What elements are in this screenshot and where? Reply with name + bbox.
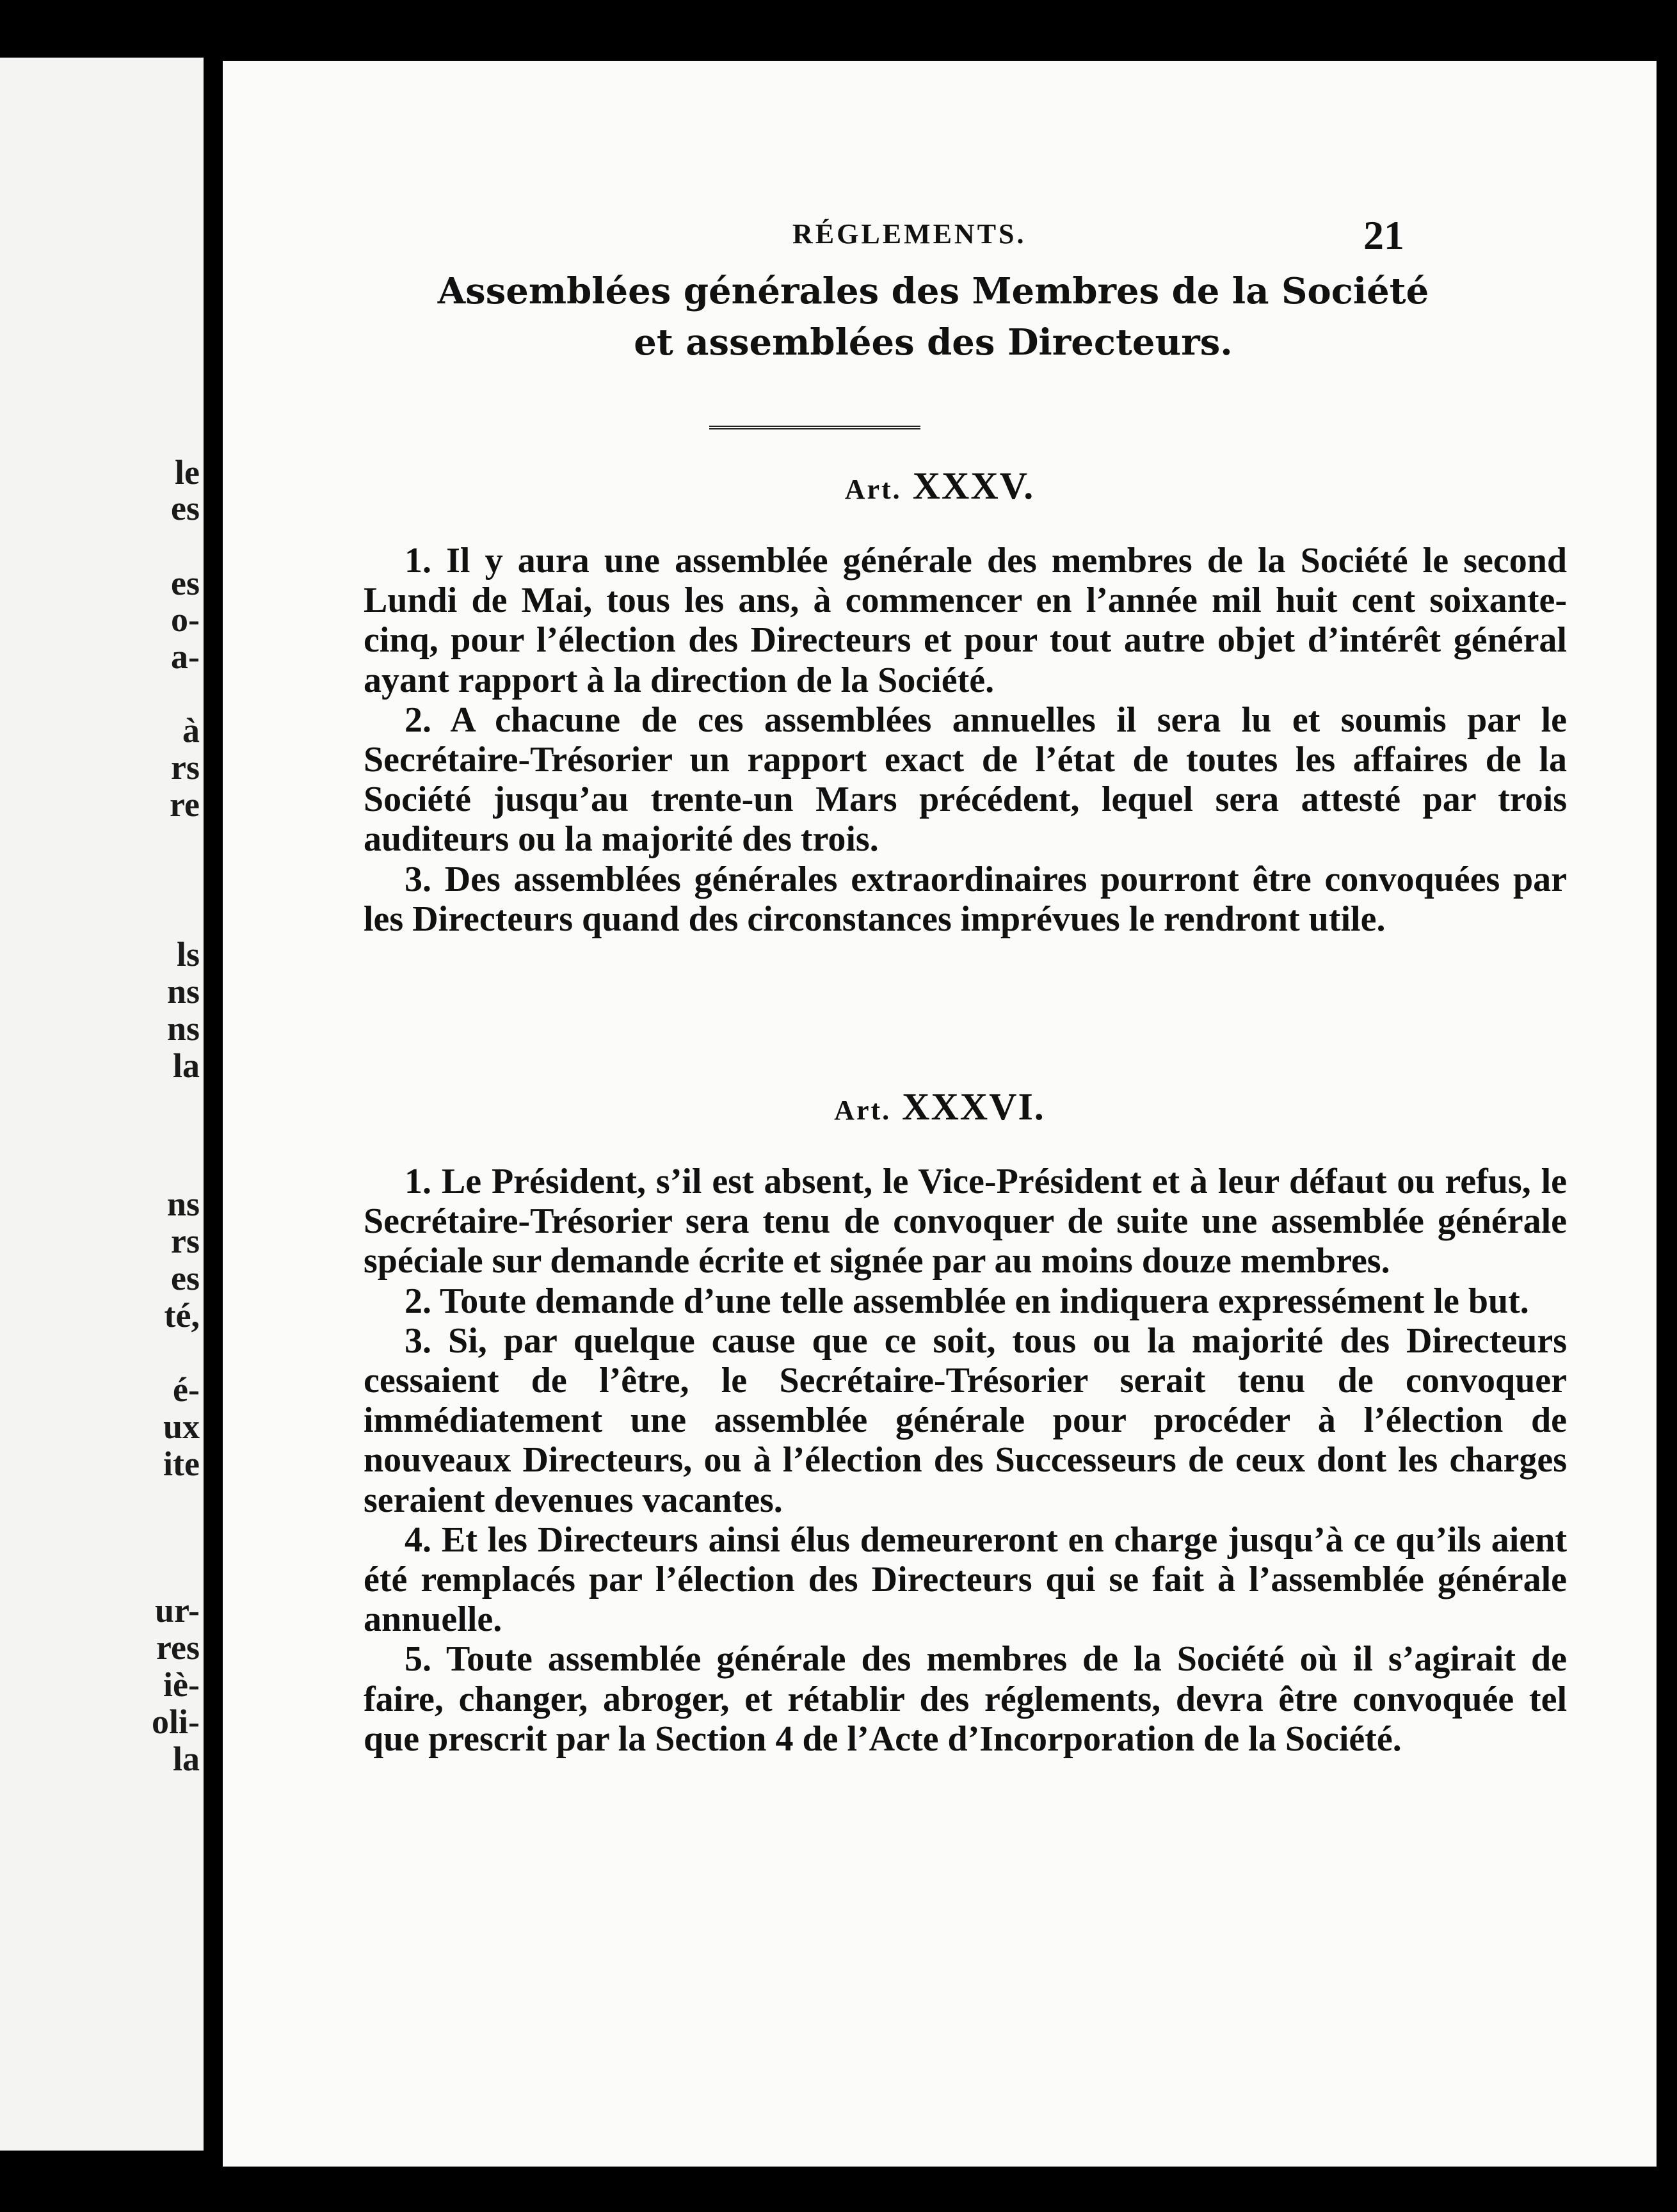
left-page-fragment: à: [182, 711, 200, 749]
article-xxxvi-body: [364, 1162, 1567, 1759]
article-prefix: Art.: [844, 474, 902, 505]
paragraph: 2. Toute demande d’une telle assemblée en indiquera expressément le but.: [405, 1281, 1529, 1321]
article-xxxv-body: [364, 541, 1567, 939]
left-page-fragment: es: [171, 564, 200, 602]
left-page-fragment: rs: [171, 1222, 200, 1260]
left-page-fragment: iè-: [163, 1665, 200, 1704]
left-page-fragment: ur-: [155, 1591, 200, 1630]
left-page-fragment: é-: [173, 1370, 200, 1409]
left-page-fragment: la: [172, 1046, 200, 1085]
left-page-fragment: es: [171, 489, 200, 527]
left-page-fragment: té,: [164, 1296, 200, 1334]
running-head: RÉGLEMENTS.: [792, 218, 1027, 250]
paragraph: 1. Il y aura une assemblée générale des membres de la Société le second Lundi de Mai, tous les ans, à commencer en l’année mil huit cent soixante-cinq, pour l’élection des Directeurs et pour tout autre objet d’intérêt général ayant rapport à la direction de la Société.: [364, 541, 1567, 700]
section-title-line-1: Assemblées générales des Membres de la Société: [437, 270, 1429, 312]
left-page-fragment: ns: [166, 1009, 200, 1048]
left-page-edge: [0, 58, 204, 2151]
article-heading-xxxv: [223, 464, 1657, 508]
page-number: 21: [1363, 212, 1404, 258]
left-page-fragment: res: [156, 1628, 200, 1667]
paragraph: 5. Toute assemblée générale des membres de la Société où il s’agirait de faire, changer, abroger, et rétablir des réglements, devra être convoquée tel que prescrit par la Section 4 de l’Acte d’Incorporation de la Société.: [364, 1639, 1567, 1759]
paragraph: 3. Des assemblées générales extraordinaires pourront être convoquées par les Directeurs quand des circonstances imprévues le rendront utile.: [364, 859, 1567, 939]
left-page-fragment: la: [172, 1740, 200, 1778]
left-page-fragment: ns: [166, 972, 200, 1011]
left-page-fragment: es: [171, 1259, 200, 1297]
section-title: [351, 266, 1516, 368]
article-prefix: Art.: [834, 1094, 892, 1126]
article-numeral: XXXV.: [912, 465, 1035, 507]
left-page-fragment: ite: [163, 1445, 200, 1483]
left-page-fragment: o-: [171, 600, 200, 639]
page-header: [223, 61, 1657, 364]
left-page-fragment: rs: [171, 748, 200, 787]
paragraph: 4. Et les Directeurs ainsi élus demeureront en charge jusqu’à ce qu’ils aient été remplacés par l’élection des Directeurs qui se fait à l’assemblée générale annuelle.: [364, 1519, 1567, 1640]
title-divider: [709, 419, 920, 429]
book-page: [223, 61, 1657, 2167]
article-numeral: XXXVI.: [902, 1086, 1045, 1128]
left-page-fragment: ux: [163, 1407, 200, 1446]
left-page-fragment: ns: [166, 1185, 200, 1223]
left-page-fragment: le: [175, 453, 200, 492]
section-title-line-2: et assemblées des Directeurs.: [634, 321, 1233, 364]
left-page-fragment: re: [170, 785, 200, 824]
paragraph: 1. Le Président, s’il est absent, le Vice-Président et à leur défaut ou refus, le Secrétaire-Trésorier sera tenu de convoquer de suite une assemblée générale spéciale sur demande écrite et signée par au moins douze membres.: [364, 1162, 1567, 1281]
paragraph: 3. Si, par quelque cause que ce soit, tous ou la majorité des Directeurs cessaient de l’être, le Secrétaire-Trésorier serait tenu de convoquer immédiatement une assemblée générale pour procéder à l’élection de nouveaux Directeurs, ou à l’élection des Successeurs de ceux dont les charges seraient devenues vacantes.: [364, 1320, 1567, 1520]
left-page-fragment: ls: [176, 935, 200, 974]
left-page-fragment: oli-: [152, 1703, 200, 1741]
left-page-fragment: a-: [171, 637, 200, 676]
article-heading-xxxvi: [223, 1085, 1657, 1129]
paragraph: 2. A chacune de ces assemblées annuelles il sera lu et soumis par le Secrétaire-Trésorier un rapport exact de l’état de toutes les affaires de la Société jusqu’au trente-un Mars précédent, lequel sera attesté par trois auditeurs ou la majorité des trois.: [364, 700, 1567, 860]
